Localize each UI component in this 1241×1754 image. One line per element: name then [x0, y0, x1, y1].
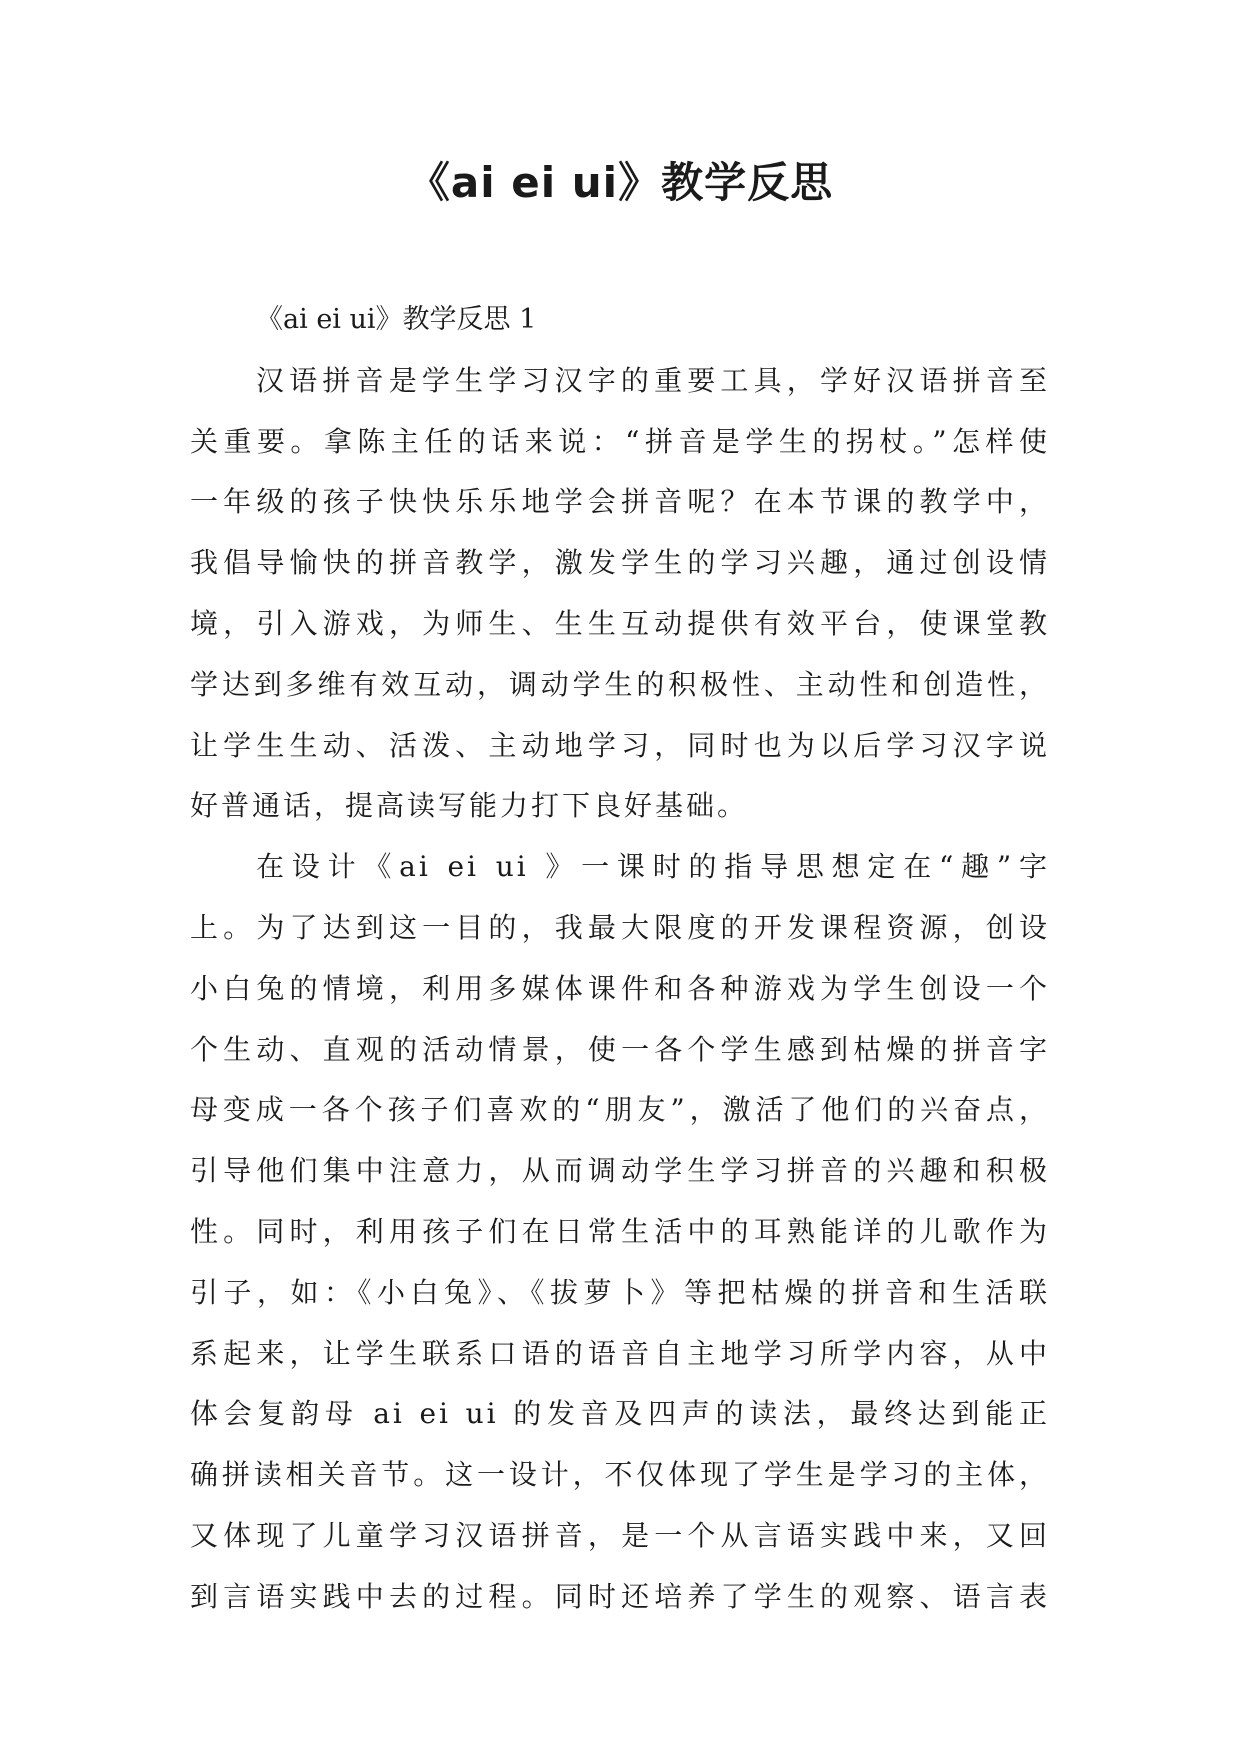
text-line: 一年级的孩子快快乐乐地学会拼音呢？在本节课的教学中， — [190, 485, 1050, 519]
text-line: 学达到多维有效互动，调动学生的积极性、主动性和创造性， — [190, 667, 1050, 701]
paragraph-2 — [190, 837, 1050, 1627]
text-line: 让学生生动、活泼、主动地学习，同时也为以后学习汉字说 — [190, 728, 1050, 762]
text-line: 我倡导愉快的拼音教学，激发学生的学习兴趣，通过创设情 — [190, 546, 1050, 580]
text-line: 又体现了儿童学习汉语拼音，是一个从言语实践中来，又回 — [190, 1518, 1050, 1552]
text-line: 在设计《ai ei ui 》一课时的指导思想定在“趣”字 — [256, 850, 1050, 884]
document-body — [190, 290, 1050, 1628]
text-line: 引子，如：《小白兔》、《拔萝卜》等把枯燥的拼音和生活联 — [190, 1275, 1050, 1309]
document-title: 《ai ei ui》教学反思 — [407, 158, 834, 207]
text-line: 汉语拼音是学生学习汉字的重要工具，学好汉语拼音至 — [256, 363, 1050, 397]
text-line: 上。为了达到这一目的，我最大限度的开发课程资源，创设 — [190, 910, 1050, 944]
text-line: 体会复韵母 ai ei ui 的发音及四声的读法，最终达到能正 — [190, 1397, 1050, 1431]
text-line: 境，引入游戏，为师生、生生互动提供有效平台，使课堂教 — [190, 606, 1050, 640]
text-line: 母变成一各个孩子们喜欢的“朋友”，激活了他们的兴奋点， — [190, 1093, 1050, 1127]
text-line: 系起来，让学生联系口语的语音自主地学习所学内容，从中 — [190, 1336, 1050, 1370]
text-line: 性。同时，利用孩子们在日常生活中的耳熟能详的儿歌作为 — [190, 1214, 1050, 1248]
text-line: 确拼读相关音节。这一设计，不仅体现了学生是学习的主体， — [190, 1458, 1050, 1492]
text-line: 小白兔的情境，利用多媒体课件和各种游戏为学生创设一个 — [190, 971, 1050, 1005]
text-line: 好普通话，提高读写能力打下良好基础。 — [190, 789, 749, 823]
section-heading: 《ai ei ui》教学反思 1 — [256, 304, 537, 335]
text-line: 个生动、直观的活动情景，使一各个学生感到枯燥的拼音字 — [190, 1032, 1050, 1066]
text-line: 到言语实践中去的过程。同时还培养了学生的观察、语言表 — [190, 1579, 1050, 1613]
paragraph-1 — [190, 351, 1050, 837]
text-line: 关重要。拿陈主任的话来说：“拼音是学生的拐杖。”怎样使 — [190, 424, 1050, 458]
text-line: 引导他们集中注意力，从而调动学生学习拼音的兴趣和积极 — [190, 1154, 1050, 1188]
